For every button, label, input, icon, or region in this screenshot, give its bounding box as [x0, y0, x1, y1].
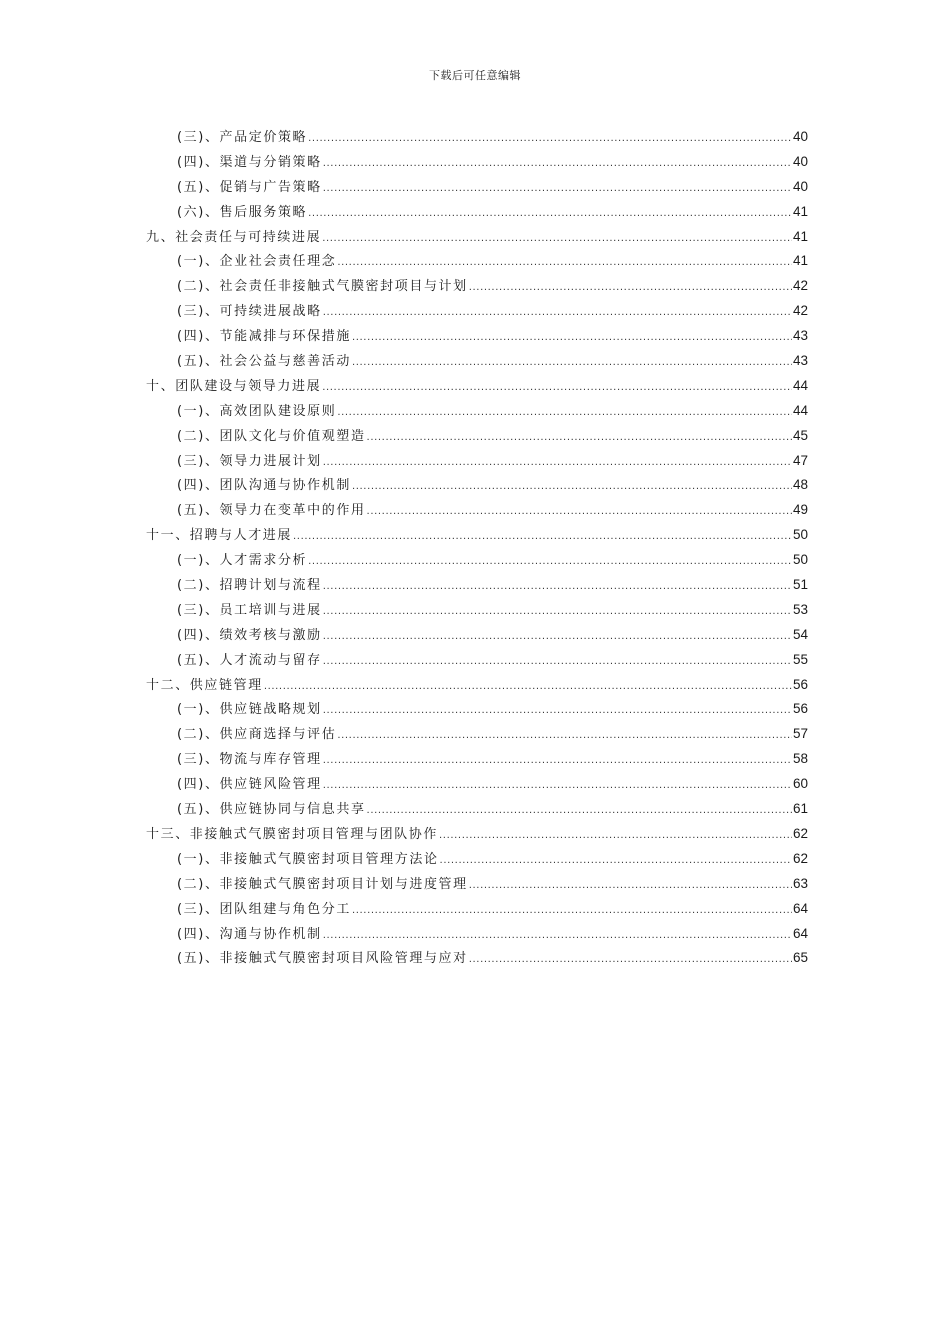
- toc-page-number: 44: [792, 377, 808, 393]
- toc-dot-leader: [323, 179, 792, 199]
- toc-chapter-entry[interactable]: [146, 525, 808, 550]
- toc-dot-leader: [352, 328, 792, 348]
- toc-entry-label: (五)、领导力在变革中的作用: [177, 503, 366, 519]
- toc-entry-label: (三)、产品定价策略: [177, 130, 308, 145]
- toc-section-entry[interactable]: [146, 451, 808, 476]
- toc-entry-label: (三)、可持续进展战略: [177, 304, 322, 320]
- toc-section-entry[interactable]: [146, 650, 808, 675]
- toc-entry-label: 十、团队建设与领导力进展: [146, 378, 322, 394]
- toc-section-entry[interactable]: [146, 874, 808, 899]
- toc-page-number: 56: [792, 676, 808, 692]
- toc-section-entry[interactable]: [146, 550, 808, 575]
- table-of-contents: [146, 127, 808, 973]
- toc-dot-leader: [293, 527, 792, 547]
- toc-entry-label: (三)、员工培训与进展: [177, 602, 322, 618]
- toc-section-entry[interactable]: [146, 774, 808, 799]
- toc-section-entry[interactable]: [146, 500, 808, 525]
- toc-dot-leader: [337, 253, 792, 273]
- toc-dot-leader: [323, 701, 792, 721]
- toc-section-entry[interactable]: [146, 699, 808, 724]
- toc-section-entry[interactable]: [146, 276, 808, 301]
- toc-dot-leader: [337, 403, 792, 423]
- toc-dot-leader: [264, 677, 792, 697]
- toc-dot-leader: [337, 726, 792, 746]
- toc-dot-leader: [323, 577, 792, 597]
- toc-entry-label: (四)、渠道与分销策略: [177, 154, 322, 170]
- toc-dot-leader: [469, 950, 792, 970]
- toc-section-entry[interactable]: [146, 475, 808, 500]
- toc-chapter-entry[interactable]: [146, 675, 808, 700]
- toc-entry-label: (一)、供应链战略规划: [177, 702, 322, 718]
- toc-page-number: 42: [792, 278, 808, 294]
- toc-dot-leader: [308, 129, 792, 149]
- toc-entry-label: (三)、领导力进展计划: [177, 453, 322, 469]
- toc-page-number: 43: [792, 353, 808, 369]
- toc-dot-leader: [440, 851, 792, 871]
- toc-entry-label: (二)、团队文化与价值观塑造: [177, 428, 366, 444]
- toc-page-number: 54: [792, 626, 808, 642]
- toc-dot-leader: [308, 204, 792, 224]
- toc-entry-label: (五)、非接触式气膜密封项目风险管理与应对: [177, 951, 468, 967]
- toc-entry-label: (五)、人才流动与留存: [177, 652, 322, 668]
- toc-page-number: 49: [792, 502, 808, 518]
- toc-dot-leader: [323, 751, 792, 771]
- toc-dot-leader: [367, 502, 792, 522]
- toc-page-number: 62: [792, 850, 808, 866]
- toc-section-entry[interactable]: [146, 799, 808, 824]
- toc-section-entry[interactable]: [146, 251, 808, 276]
- toc-page-number: 43: [792, 328, 808, 344]
- toc-section-entry[interactable]: [146, 849, 808, 874]
- toc-page-number: 41: [792, 253, 808, 269]
- toc-entry-label: 九、社会责任与可持续进展: [146, 229, 322, 245]
- toc-dot-leader: [367, 428, 792, 448]
- toc-entry-label: (一)、非接触式气膜密封项目管理方法论: [177, 851, 439, 867]
- toc-section-entry[interactable]: [146, 600, 808, 625]
- toc-dot-leader: [323, 652, 792, 672]
- toc-entry-label: 十三、非接触式气膜密封项目管理与团队协作: [146, 826, 439, 842]
- toc-page-number: 58: [792, 751, 808, 767]
- toc-dot-leader: [323, 926, 792, 946]
- toc-page-number: 53: [792, 601, 808, 617]
- toc-dot-leader: [323, 303, 792, 323]
- toc-section-entry[interactable]: [146, 924, 808, 949]
- toc-page-number: 40: [792, 178, 808, 194]
- toc-page-number: 40: [792, 153, 808, 169]
- toc-page-number: 63: [792, 875, 808, 891]
- toc-entry-label: (一)、企业社会责任理念: [177, 254, 337, 270]
- toc-page-number: 41: [792, 203, 808, 219]
- toc-page-number: 50: [792, 552, 808, 568]
- toc-section-entry[interactable]: [146, 152, 808, 177]
- toc-entry-label: (二)、招聘计划与流程: [177, 578, 322, 594]
- toc-dot-leader: [367, 801, 792, 821]
- toc-entry-label: 十二、供应链管理: [146, 677, 263, 693]
- toc-section-entry[interactable]: [146, 948, 808, 973]
- toc-page-number: 48: [792, 477, 808, 493]
- toc-page-number: 51: [792, 577, 808, 593]
- toc-dot-leader: [323, 627, 792, 647]
- toc-entry-label: (四)、团队沟通与协作机制: [177, 478, 351, 494]
- toc-page-number: 55: [792, 651, 808, 667]
- toc-entry-label: (五)、社会公益与慈善活动: [177, 354, 351, 370]
- toc-entry-label: (二)、供应商选择与评估: [177, 727, 337, 743]
- toc-page-number: 42: [792, 303, 808, 319]
- toc-dot-leader: [323, 154, 792, 174]
- toc-page-number: 65: [792, 950, 808, 966]
- toc-page-number: 64: [792, 900, 808, 916]
- toc-chapter-entry[interactable]: [146, 824, 808, 849]
- toc-page-number: 45: [792, 427, 808, 443]
- toc-entry-label: (六)、售后服务策略: [177, 204, 308, 220]
- toc-dot-leader: [352, 477, 792, 497]
- toc-page-number: 61: [792, 801, 808, 817]
- toc-page-number: 41: [792, 228, 808, 244]
- toc-page-number: 64: [792, 925, 808, 941]
- toc-dot-leader: [323, 453, 792, 473]
- toc-entry-label: (二)、社会责任非接触式气膜密封项目与计划: [177, 279, 468, 295]
- toc-section-entry[interactable]: [146, 401, 808, 426]
- toc-page-number: 50: [792, 527, 808, 543]
- toc-chapter-entry[interactable]: [146, 227, 808, 252]
- toc-dot-leader: [323, 776, 792, 796]
- toc-page-number: 44: [792, 402, 808, 418]
- page-header-note: 下载后可任意编辑: [429, 69, 521, 82]
- toc-section-entry[interactable]: [146, 351, 808, 376]
- toc-section-entry[interactable]: [146, 202, 808, 227]
- toc-entry-label: (三)、物流与库存管理: [177, 752, 322, 768]
- toc-section-entry[interactable]: [146, 301, 808, 326]
- toc-dot-leader: [322, 229, 792, 249]
- toc-page-number: 57: [792, 726, 808, 742]
- toc-entry-label: (三)、团队组建与角色分工: [177, 901, 351, 917]
- toc-page-number: 62: [792, 825, 808, 841]
- toc-entry-label: (四)、绩效考核与激励: [177, 627, 322, 643]
- toc-entry-label: (一)、高效团队建设原则: [177, 403, 337, 419]
- toc-entry-label: (四)、供应链风险管理: [177, 777, 322, 793]
- toc-page-number: 47: [792, 452, 808, 468]
- toc-section-entry[interactable]: [146, 899, 808, 924]
- toc-section-entry[interactable]: [146, 749, 808, 774]
- toc-dot-leader: [323, 602, 792, 622]
- toc-section-entry[interactable]: [146, 127, 808, 152]
- toc-dot-leader: [352, 353, 792, 373]
- toc-dot-leader: [439, 826, 792, 846]
- toc-dot-leader: [469, 278, 792, 298]
- toc-chapter-entry[interactable]: [146, 376, 808, 401]
- toc-dot-leader: [322, 378, 792, 398]
- toc-section-entry[interactable]: [146, 426, 808, 451]
- toc-entry-label: (一)、人才需求分析: [177, 553, 308, 569]
- toc-entry-label: (四)、沟通与协作机制: [177, 926, 322, 942]
- toc-section-entry[interactable]: [146, 177, 808, 202]
- toc-entry-label: 十一、招聘与人才进展: [146, 528, 293, 544]
- toc-section-entry[interactable]: [146, 724, 808, 749]
- toc-section-entry[interactable]: [146, 625, 808, 650]
- toc-dot-leader: [308, 552, 792, 572]
- toc-dot-leader: [469, 876, 792, 896]
- toc-section-entry[interactable]: [146, 575, 808, 600]
- toc-page-number: 56: [792, 701, 808, 717]
- toc-entry-label: (四)、节能减排与环保措施: [177, 329, 351, 345]
- toc-entry-label: (二)、非接触式气膜密封项目计划与进度管理: [177, 876, 468, 892]
- toc-page-number: 60: [792, 776, 808, 792]
- toc-entry-label: (五)、促销与广告策略: [177, 179, 322, 195]
- toc-section-entry[interactable]: [146, 326, 808, 351]
- toc-entry-label: (五)、供应链协同与信息共享: [177, 802, 366, 818]
- toc-page-number: 40: [792, 129, 808, 144]
- toc-dot-leader: [352, 901, 792, 921]
